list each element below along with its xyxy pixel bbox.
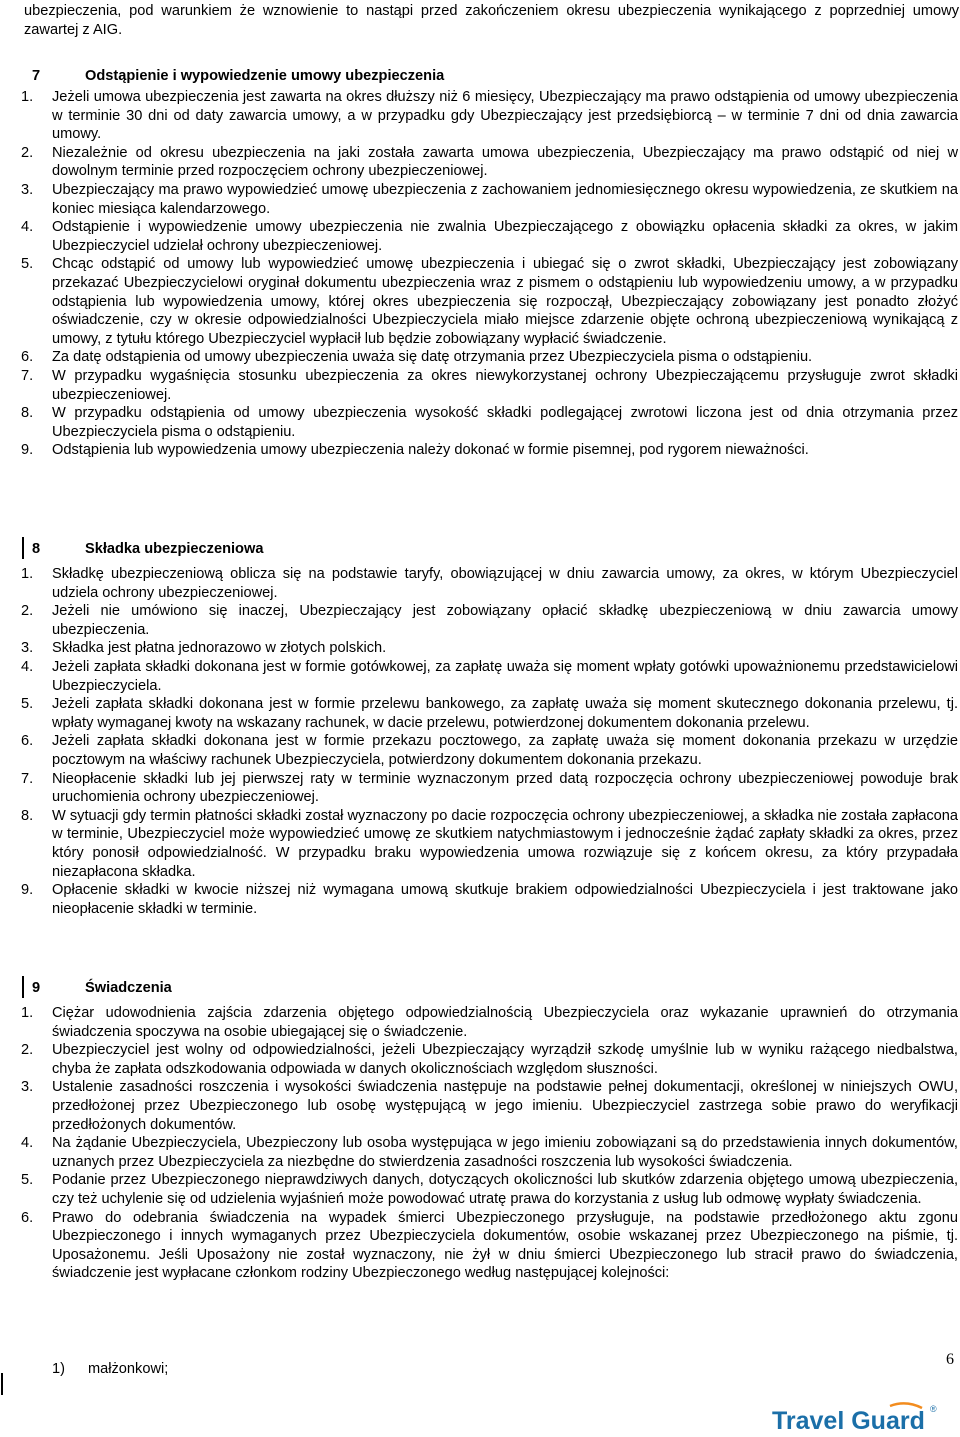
section-heading	[0, 979, 960, 999]
item-number: 5.	[21, 256, 34, 273]
item-number: 7.	[21, 367, 34, 384]
list-item	[0, 881, 960, 918]
item-number: 9.	[21, 442, 34, 459]
item-number: 6.	[21, 1209, 34, 1226]
item-number: 4.	[21, 658, 34, 675]
item-text: Jeżeli umowa ubezpieczenia jest zawarta na okres dłuższy niż 6 miesięcy, Ubezpieczający ma prawo odstąpienia od umowy ubezpieczenia w terminie 30 dni od daty zawarcia umowy, a w przypadku gdy Ubezpieczający jest przedsiębiorcą – w terminie 7 dni od dnia zawarcia umowy.	[52, 89, 958, 143]
item-text: W przypadku odstąpienia od umowy ubezpieczenia wysokość składki podlegającej zwrotowi liczona jest od dnia otrzymania przez Ubezpieczyciela pisma o odstąpieniu.	[52, 405, 958, 440]
list-item	[0, 602, 960, 639]
list-item	[0, 732, 960, 769]
change-bar	[22, 976, 24, 998]
list-item	[0, 348, 960, 367]
item-number: 7.	[21, 770, 34, 787]
item-number: 8.	[21, 807, 34, 824]
item-text: Chcąc odstąpić od umowy lub wypowiedzieć umowę ubezpieczenia i ubiegać się o zwrot składki, Ubezpieczający jest zobowiązany przekazać Ubezpieczycielowi oryginał dokumentu ubezpieczenia wraz z pismem o odstąpieniu lub wypowiedzeniu umowy, a w przypadku odstąpienia lub wypowiedzenia umowy, której okres ubezpieczenia się rozpoczął, Ubezpieczający zobowiązany jest ponadto złożyć oświadczenie, czy w okresie odpowiedzialności Ubezpieczyciela miało miejsce zdarzenie objęte ochroną ubezpieczeniową wynikającą z umowy, z tytułu którego Ubezpieczyciel wypłacił lub będzie zobowiązany wypłacić świadczenie.	[52, 256, 958, 347]
item-number: 9.	[21, 882, 34, 899]
item-number: 5.	[21, 1172, 34, 1189]
list-item	[0, 441, 960, 460]
list-item	[0, 639, 960, 658]
list-item	[0, 807, 960, 881]
item-text: Podanie przez Ubezpieczonego nieprawdziwych danych, dotyczących okoliczności lub skutków zdarzenia objętego umową ubezpieczenia, czy też uchylenie się od udzielenia wyjaśnień może powodować utratę prawa do korzystania z usług lub odmowę wypłaty świadczenia.	[52, 1172, 958, 1207]
list-item	[0, 1134, 960, 1171]
section-heading	[0, 67, 960, 87]
item-number: 4.	[21, 1135, 34, 1152]
item-text: Za datę odstąpienia od umowy ubezpieczenia uważa się datę otrzymania przez Ubezpieczyciela pisma o odstąpieniu.	[52, 349, 813, 366]
item-text: Składka jest płatna jednorazowo w złotych polskich.	[52, 640, 387, 657]
item-text: Odstąpienia lub wypowiedzenia umowy ubezpieczenia należy dokonać w formie pisemnej, pod rygorem nieważności.	[52, 442, 809, 459]
travel-guard-logo	[770, 1402, 940, 1436]
item-number: 1.	[21, 1005, 34, 1021]
change-bar	[1, 1373, 3, 1395]
section-title: Odstąpienie i wypowiedzenie umowy ubezpieczenia	[85, 68, 445, 84]
section-9	[0, 979, 960, 1282]
item-number: 4.	[21, 219, 34, 236]
item-text: Jeżeli zapłata składki dokonana jest w formie przekazu pocztowego, za zapłatę uważa się moment dokonania przekazu w urzędzie pocztowym na właściwy rachunek Ubezpieczyciela, potwierdzony dokumentem dokonania przekazu.	[52, 733, 958, 768]
list-item	[0, 367, 960, 404]
sub-item-number: 1)	[52, 1361, 65, 1377]
item-number: 1.	[21, 566, 34, 582]
page-number: 6	[946, 1351, 954, 1368]
list-item	[0, 404, 960, 441]
item-number: 3.	[21, 640, 34, 657]
section-8-list	[0, 565, 960, 918]
item-text: Jeżeli nie umówiono się inaczej, Ubezpieczający jest zobowiązany opłacić składkę ubezpieczeniową w dniu zawarcia umowy ubezpieczenia.	[52, 603, 958, 638]
list-item	[0, 144, 960, 181]
list-item	[0, 1078, 960, 1134]
item-text: Ubezpieczający ma prawo wypowiedzieć umowę ubezpieczenia z zachowaniem jednomiesięcznego okresu wypowiedzenia, ze skutkiem na koniec miesiąca kalendarzowego.	[52, 181, 958, 217]
section-number: 9	[32, 980, 41, 996]
item-number: 2.	[21, 603, 34, 620]
item-number: 3.	[21, 1079, 34, 1096]
item-text: Ciężar udowodnienia zajścia zdarzenia objętego odpowiedzialnością Ubezpieczyciela oraz wykazanie uprawnień do otrzymania świadczenia spoczywa na osobie ubiegającej się o świadczenie.	[52, 1005, 958, 1040]
item-text: W przypadku wygaśnięcia stosunku ubezpieczenia za okres niewykorzystanej ochrony Ubezpieczającemu przysługuje zwrot składki ubezpieczeniowej.	[52, 367, 958, 403]
list-item	[0, 255, 960, 348]
logo-wordmark: Travel Guard	[772, 1407, 925, 1435]
item-text: Prawo do odebrania świadczenia na wypadek śmierci Ubezpieczonego przysługuje, na podstawie przedłożonego aktu zgonu Ubezpieczonego i innych wymaganych przez Ubezpieczyciela dokumentów, osobie wskazanej przez Ubezpieczonego na piśmie, tj. Uposażonemu. Jeśli Uposażony nie został wyznaczony, nie żył w dniu śmierci Ubezpieczonego lub stracił prawo do świadczenia, świadczenie jest wypłacane członkom rodziny Ubezpieczonego według następującej kolejności:	[52, 1209, 958, 1282]
item-number: 8.	[21, 405, 34, 422]
item-text: Składkę ubezpieczeniową oblicza się na podstawie taryfy, obowiązującej w dniu zawarcia umowy, za okres, w którym Ubezpieczyciel udziela ochrony ubezpieczeniowej.	[52, 566, 958, 601]
list-item	[0, 658, 960, 695]
list-item	[0, 565, 960, 602]
section-8	[0, 540, 960, 917]
item-text: Na żądanie Ubezpieczyciela, Ubezpieczony lub osoba występująca w jego imieniu zobowiązani są do przedstawienia innych dokumentów, uznanych przez Ubezpieczyciela za niezbędne do stwierdzenia zasadności roszczenia lub wysokości świadczenia.	[52, 1135, 958, 1170]
item-text: Niezależnie od okresu ubezpieczenia na jaki została zawarta umowa ubezpieczenia, Ubezpieczający ma prawo odstąpić od niej w dowolnym terminie przed rozpoczęciem ochrony ubezpieczeniowej.	[52, 144, 958, 180]
list-item	[0, 88, 960, 144]
sub-list-item	[52, 1360, 168, 1379]
section-heading	[0, 540, 960, 560]
item-text: Ustalenie zasadności roszczenia i wysokości świadczenia następuje na podstawie pełnej dokumentacji, określonej w niniejszych OWU, przedłożonej przez Ubezpieczonego lub osobę występującą w jego imieniu. Ubezpieczyciel zastrzega sobie prawo do weryfikacji przedłożonych dokumentów.	[52, 1079, 958, 1133]
section-7-list	[0, 88, 960, 460]
section-9-list	[0, 1004, 960, 1283]
item-number: 3.	[21, 181, 34, 198]
list-item	[0, 218, 960, 255]
list-item	[0, 181, 960, 218]
section-title: Świadczenia	[85, 980, 172, 996]
sub-item-text: małżonkowi;	[88, 1361, 169, 1377]
list-item	[0, 1041, 960, 1078]
item-text: W sytuacji gdy termin płatności składki został wyznaczony po dacie rozpoczęcia ochrony ubezpieczeniowej, a składka nie została zapłacona w terminie, Ubezpieczyciel może wypowiedzieć umowę ze skutkiem natychmiastowym i jednocześnie żądać zapłaty składki za okres, przez który ponosił odpowiedzialność. W przypadku braku wypowiedzenia umowa rozwiązuje się z końcem okresu, za który przypadała niezapłacona składka.	[52, 807, 958, 880]
list-item	[0, 1004, 960, 1041]
list-item	[0, 770, 960, 807]
change-bar	[22, 537, 24, 559]
item-number: 2.	[21, 1042, 34, 1059]
item-text: Ubezpieczyciel jest wolny od odpowiedzialności, jeżeli Ubezpieczający wyrządził szkodę umyślnie lub w wyniku rażącego niedbalstwa, chyba że zapłata odszkodowania odpowiada w danych okolicznościach względom słuszności.	[52, 1042, 958, 1077]
list-item	[0, 1171, 960, 1208]
item-text: Opłacenie składki w kwocie niższej niż wymagana umową skutkuje brakiem odpowiedzialności Ubezpieczyciela i jest traktowane jako nieopłacenie składki w terminie.	[52, 882, 958, 917]
item-text: Nieopłacenie składki lub jej pierwszej raty w terminie wyznaczonym przed datą rozpoczęcia ochrony ubezpieczeniowej powoduje brak uruchomienia ochrony ubezpieczeniowej.	[52, 770, 958, 806]
item-text: Jeżeli zapłata składki dokonana jest w formie przelewu bankowego, za zapłatę uważa się moment skutecznego dokonania przelewu, tj. wpłaty wymaganej kwoty na wskazany rachunek, w dacie przelewu, potwierdzonej dokumentem dokonania przelewu.	[52, 696, 958, 731]
list-item	[0, 695, 960, 732]
section-number: 7	[32, 68, 41, 84]
item-number: 6.	[21, 349, 34, 366]
section-number: 8	[32, 541, 41, 557]
item-number: 1.	[21, 89, 34, 105]
item-number: 2.	[21, 144, 34, 161]
item-text: Jeżeli zapłata składki dokonana jest w formie gotówkowej, za zapłatę uważa się moment wpłaty gotówki upoważnionemu przedstawicielowi Ubezpieczyciela.	[52, 658, 958, 694]
item-text: Odstąpienie i wypowiedzenie umowy ubezpieczenia nie zwalnia Ubezpieczającego z obowiązku opłacenia składki za okres, w jakim Ubezpieczyciel udzielał ochrony ubezpieczeniowej.	[52, 219, 958, 254]
list-item	[0, 1209, 960, 1283]
section-7	[0, 67, 960, 459]
item-number: 5.	[21, 696, 34, 713]
intro-paragraph: ubezpieczenia, pod warunkiem że wznowienie to nastąpi przed zakończeniem okresu ubezpieczenia wynikającego z poprzedniej umowy zawartej z AIG.	[24, 3, 959, 38]
section-title: Składka ubezpieczeniowa	[85, 541, 264, 557]
item-number: 6.	[21, 733, 34, 750]
registered-mark-icon: ®	[930, 1404, 937, 1414]
